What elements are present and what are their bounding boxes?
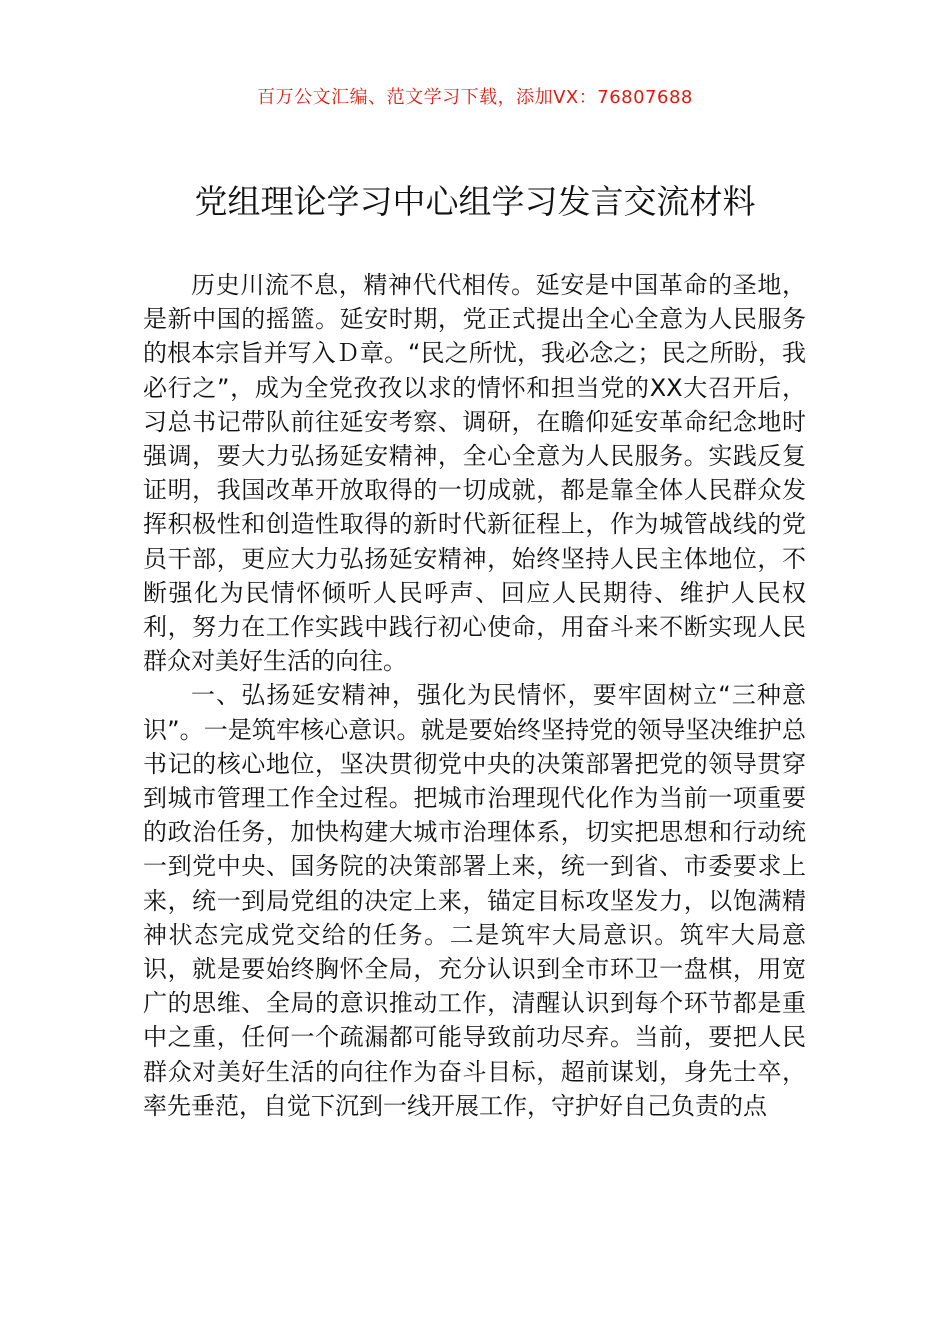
header-note: 百万公文汇编、范文学习下载，添加VX：76807688 bbox=[257, 87, 693, 108]
paragraph-section-one: 一、弘扬延安精神，强化为民情怀，要牢固树立“三种意识”。一是筑牢核心意识。就是要始终坚持党的领导坚决维护总书记的核心地位，坚决贯彻党中央的决策部署把党的领导贯穿到城市管理工作全过程。把城市治理现代化作为当前一项重要的政治任务，加快构建大城市治理体系，切实把思想和行动统一到党中央、国务院的决策部署上来，统一到省、市委要求上来，统一到局党组的决定上来，锚定目标攻坚发力，以饱满精神状态完成党交给的任务。二是筑牢大局意识。筑牢大局意识，就是要始终胸怀全局，充分认识到全市环卫一盘棋，用宽广的思维、全局的意识推动工作，清醒认识到每个环节都是重中之重，任何一个疏漏都可能导致前功尽弃。当前，要把人民群众对美好生活的向往作为奋斗目标，超前谋划，身先士卒，率先垂范，自觉下沉到一线开展工作，守护好自己负责的点 bbox=[143, 681, 806, 1120]
document-body bbox=[143, 268, 806, 1123]
document-title: 党组理论学习中心组学习发言交流材料 bbox=[194, 182, 756, 221]
paragraph-intro: 历史川流不息，精神代代相传。延安是中国革命的圣地，是新中国的摇篮。延安时期，党正式提出全心全意为人民服务的根本宗旨并写入Ｄ章。“民之所忧，我必念之；民之所盼，我必行之”，成为全党孜孜以求的情怀和担当党的XX大召开后，习总书记带队前往延安考察、调研，在瞻仰延安革命纪念地时强调，要大力弘扬延安精神，全心全意为人民服务。实践反复证明，我国改革开放取得的一切成就，都是靠全体人民群众发挥积极性和创造性取得的新时代新征程上，作为城管战线的党员干部，更应大力弘扬延安精神，始终坚持人民主体地位，不断强化为民情怀倾听人民呼声、回应人民期待、维护人民权利，努力在工作实践中践行初心使命，用奋斗来不断实现人民群众对美好生活的向往。 bbox=[143, 271, 806, 676]
